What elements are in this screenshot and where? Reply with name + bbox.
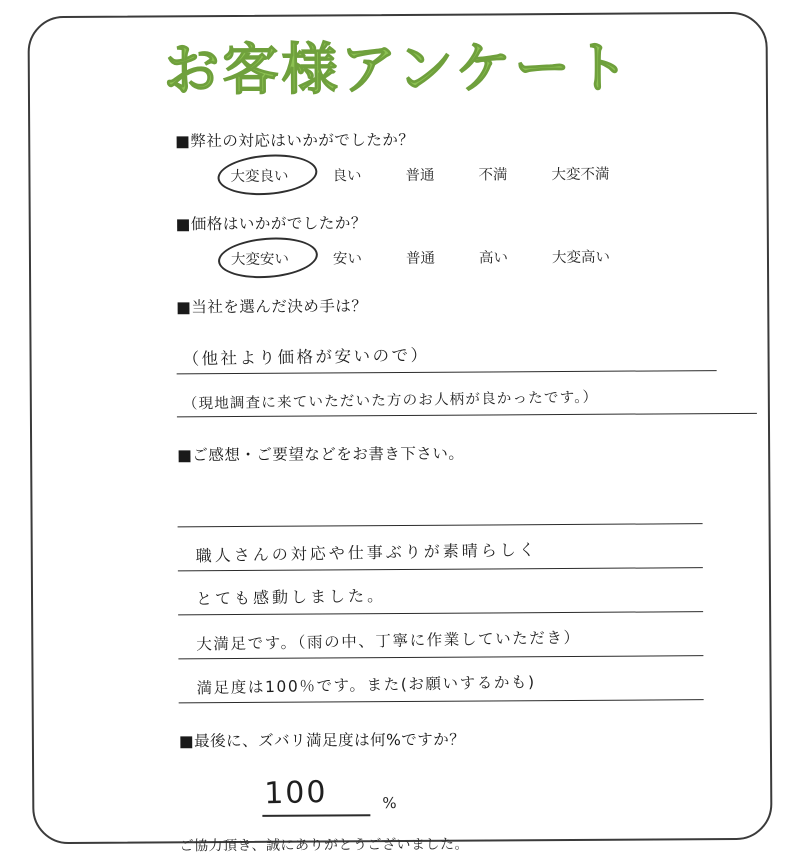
comment-line-3[interactable] [178, 569, 703, 616]
option-q2-2[interactable]: 普通 [405, 251, 436, 268]
page-title: お客様アンケート [163, 35, 633, 104]
option-q1-1[interactable]: 良い [332, 168, 362, 185]
percent-sign: % [382, 794, 397, 813]
comment-text-4: 大満足です。（雨の中、丁寧に作業していただき） [196, 628, 581, 654]
reason-heading: ■当社を選んだ決め手は？ [176, 297, 368, 317]
option-q2-4[interactable]: 大変高い [551, 250, 611, 267]
comment-answers [72, 480, 729, 704]
comment-line-5[interactable] [178, 657, 703, 704]
comment-line-4[interactable] [178, 613, 703, 660]
satisfaction-answer[interactable] [234, 764, 730, 819]
comment-text-5: 満足度は100％です。また(お願いするかも) [196, 673, 536, 698]
option-q2-1[interactable]: 安い [332, 251, 363, 268]
survey-sheet [27, 12, 772, 855]
option-q1-3[interactable]: 不満 [478, 167, 508, 184]
satisfaction-underline [262, 815, 370, 818]
option-q2-3[interactable]: 高い [478, 250, 509, 267]
option-q1-2[interactable]: 普通 [405, 168, 435, 185]
question-2-options [231, 245, 727, 269]
question-2-heading: ■価格はいかがでしたか？ [175, 214, 367, 234]
reason-answers [71, 328, 728, 418]
comment-line-1[interactable] [177, 481, 702, 528]
question-1-heading: ■弊社の対応はいかがでしたか？ [175, 131, 415, 151]
comment-text-2: 職人さんの対応や仕事ぶりが素晴らしく [195, 540, 538, 566]
comment-text-3: とても感動しました。 [195, 586, 387, 609]
satisfaction-value: 100 [263, 775, 328, 812]
satisfaction-heading: ■最後に、ズバリ満足度は何%ですか？ [178, 730, 466, 751]
reason-text-1: （他社より価格が安いので） [182, 345, 430, 370]
option-q1-0[interactable]: 大変良い [230, 165, 288, 186]
comment-heading: ■ご感想・ご要望などをお書き下さい。 [177, 444, 465, 465]
comment-line-2[interactable] [178, 525, 703, 572]
reason-line-1[interactable] [176, 328, 716, 374]
option-q1-4[interactable]: 大変不満 [551, 167, 610, 184]
option-q2-0[interactable]: 大変安い [231, 248, 289, 269]
thanks-note: ご協力頂き、誠にありがとうございました。 [179, 836, 470, 855]
reason-text-2: （現地調査に来ていただいた方のお人柄が良かったです。） [182, 390, 599, 413]
question-1-options [230, 162, 726, 186]
reason-line-2[interactable] [177, 371, 757, 418]
